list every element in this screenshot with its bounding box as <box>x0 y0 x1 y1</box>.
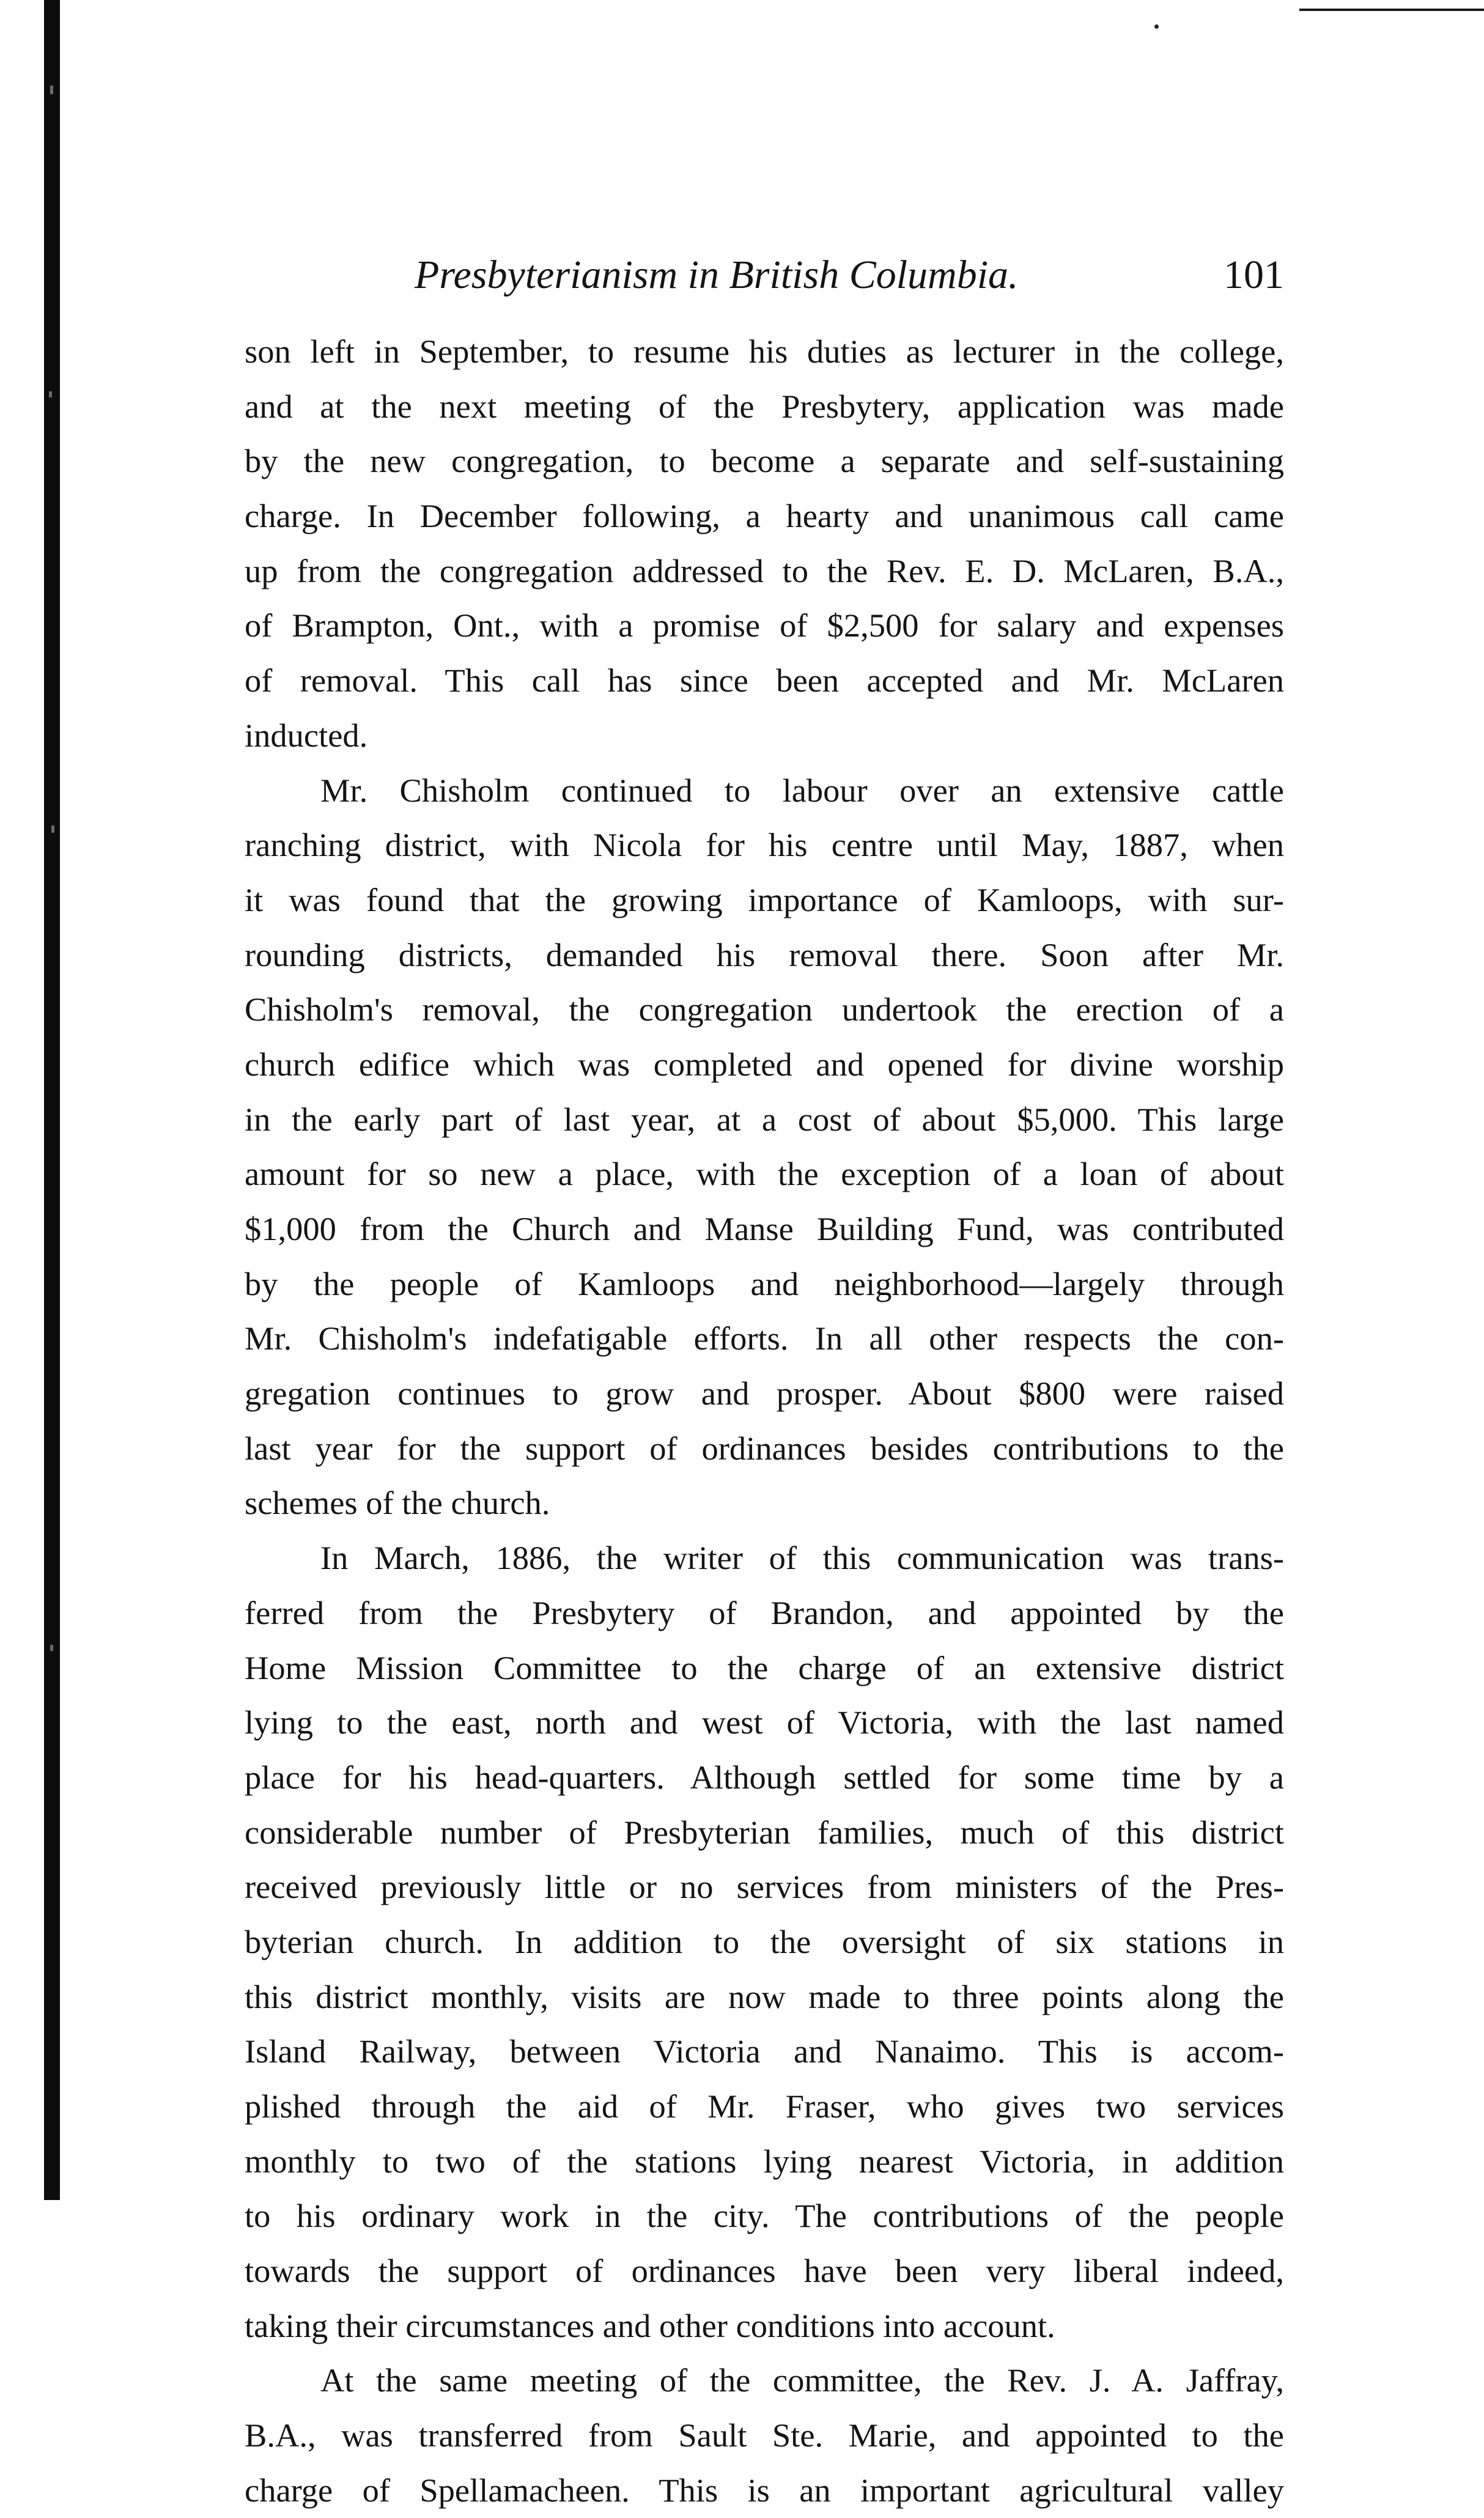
text-line: in the early part of last year, at a cost of about $5,000. This large <box>245 1100 1284 1138</box>
page-number: 101 <box>1224 253 1284 297</box>
text-line: charge. In December following, a hearty and unanimous call came <box>245 497 1284 535</box>
text-line: At the same meeting of the committee, the Rev. J. A. Jaffray, <box>320 2361 1284 2399</box>
running-head: Presbyterianism in British Columbia. <box>415 253 1019 297</box>
text-line: rounding districts, demanded his removal there. Soon after Mr. <box>245 936 1284 973</box>
text-line: place for his head-quarters. Although settled for some time by a <box>245 1758 1284 1796</box>
text-line: church edifice which was completed and opened for divine worship <box>245 1045 1284 1083</box>
text-line: by the new congregation, to become a separate and self-sustaining <box>245 442 1284 480</box>
text-line: In March, 1886, the writer of this communication was trans- <box>320 1539 1284 1577</box>
text-line: schemes of the church. <box>245 1484 550 1522</box>
text-line: Home Mission Committee to the charge of an extensive district <box>245 1649 1284 1686</box>
text-line: to his ordinary work in the city. The contributions of the people <box>245 2197 1284 2235</box>
page-header <box>330 238 1284 312</box>
text-line: considerable number of Presbyterian families, much of this district <box>245 1813 1284 1851</box>
text-line: taking their circumstances and other conditions into account. <box>245 2306 1055 2344</box>
text-line: it was found that the growing importance of Kamloops, with sur- <box>245 881 1284 918</box>
text-line: received previously little or no services from ministers of the Pres- <box>245 1868 1284 1906</box>
print-mark <box>1154 24 1159 29</box>
binding-speck <box>50 1645 53 1651</box>
body-text <box>245 324 1284 2518</box>
text-line: lying to the east, north and west of Victoria, with the last named <box>245 1704 1284 1741</box>
binding-speck <box>50 86 53 94</box>
text-line: plished through the aid of Mr. Fraser, who gives two services <box>245 2088 1284 2125</box>
page-binding-edge <box>44 0 60 2200</box>
text-line: B.A., was transferred from Sault Ste. Marie, and appointed to the <box>245 2416 1284 2454</box>
text-line: by the people of Kamloops and neighborhood—largely through <box>245 1265 1284 1302</box>
text-line: last year for the support of ordinances besides contributions to the <box>245 1429 1284 1467</box>
text-line: of removal. This call has since been accepted and Mr. McLaren <box>245 662 1284 700</box>
text-line: Mr. Chisholm continued to labour over an extensive cattle <box>320 771 1284 809</box>
text-line: up from the congregation addressed to the Rev. E. D. McLaren, B.A., <box>245 552 1284 589</box>
text-line: byterian church. In addition to the oversight of six stations in <box>245 1922 1284 1960</box>
text-line: Chisholm's removal, the congregation undertook the erection of a <box>245 991 1284 1028</box>
top-rule <box>1299 9 1484 11</box>
text-line: inducted. <box>245 716 368 754</box>
text-line: of Brampton, Ont., with a promise of $2,500 for salary and expenses <box>245 607 1284 644</box>
text-line: towards the support of ordinances have been very liberal indeed, <box>245 2252 1284 2290</box>
text-line: Mr. Chisholm's indefatigable efforts. In all other respects the con- <box>245 1320 1284 1357</box>
text-line: this district monthly, visits are now made to three points along the <box>245 1977 1284 2015</box>
binding-speck <box>51 825 54 833</box>
text-line: and at the next meeting of the Presbytery, application was made <box>245 387 1284 425</box>
text-line: ferred from the Presbytery of Brandon, and appointed by the <box>245 1593 1284 1631</box>
text-line: Island Railway, between Victoria and Nanaimo. This is accom- <box>245 2032 1284 2070</box>
binding-speck <box>49 391 52 397</box>
text-line: monthly to two of the stations lying nearest Victoria, in addition <box>245 2142 1284 2180</box>
text-line: ranching district, with Nicola for his centre until May, 1887, when <box>245 826 1284 864</box>
text-line: gregation continues to grow and prosper. About $800 were raised <box>245 1375 1284 1412</box>
text-line: charge of Spellamacheen. This is an important agricultural valley <box>245 2471 1284 2509</box>
text-line: $1,000 from the Church and Manse Building Fund, was contributed <box>245 1210 1284 1247</box>
text-line: amount for so new a place, with the exception of a loan of about <box>245 1155 1284 1193</box>
text-line: son left in September, to resume his duties as lecturer in the college, <box>245 333 1284 370</box>
